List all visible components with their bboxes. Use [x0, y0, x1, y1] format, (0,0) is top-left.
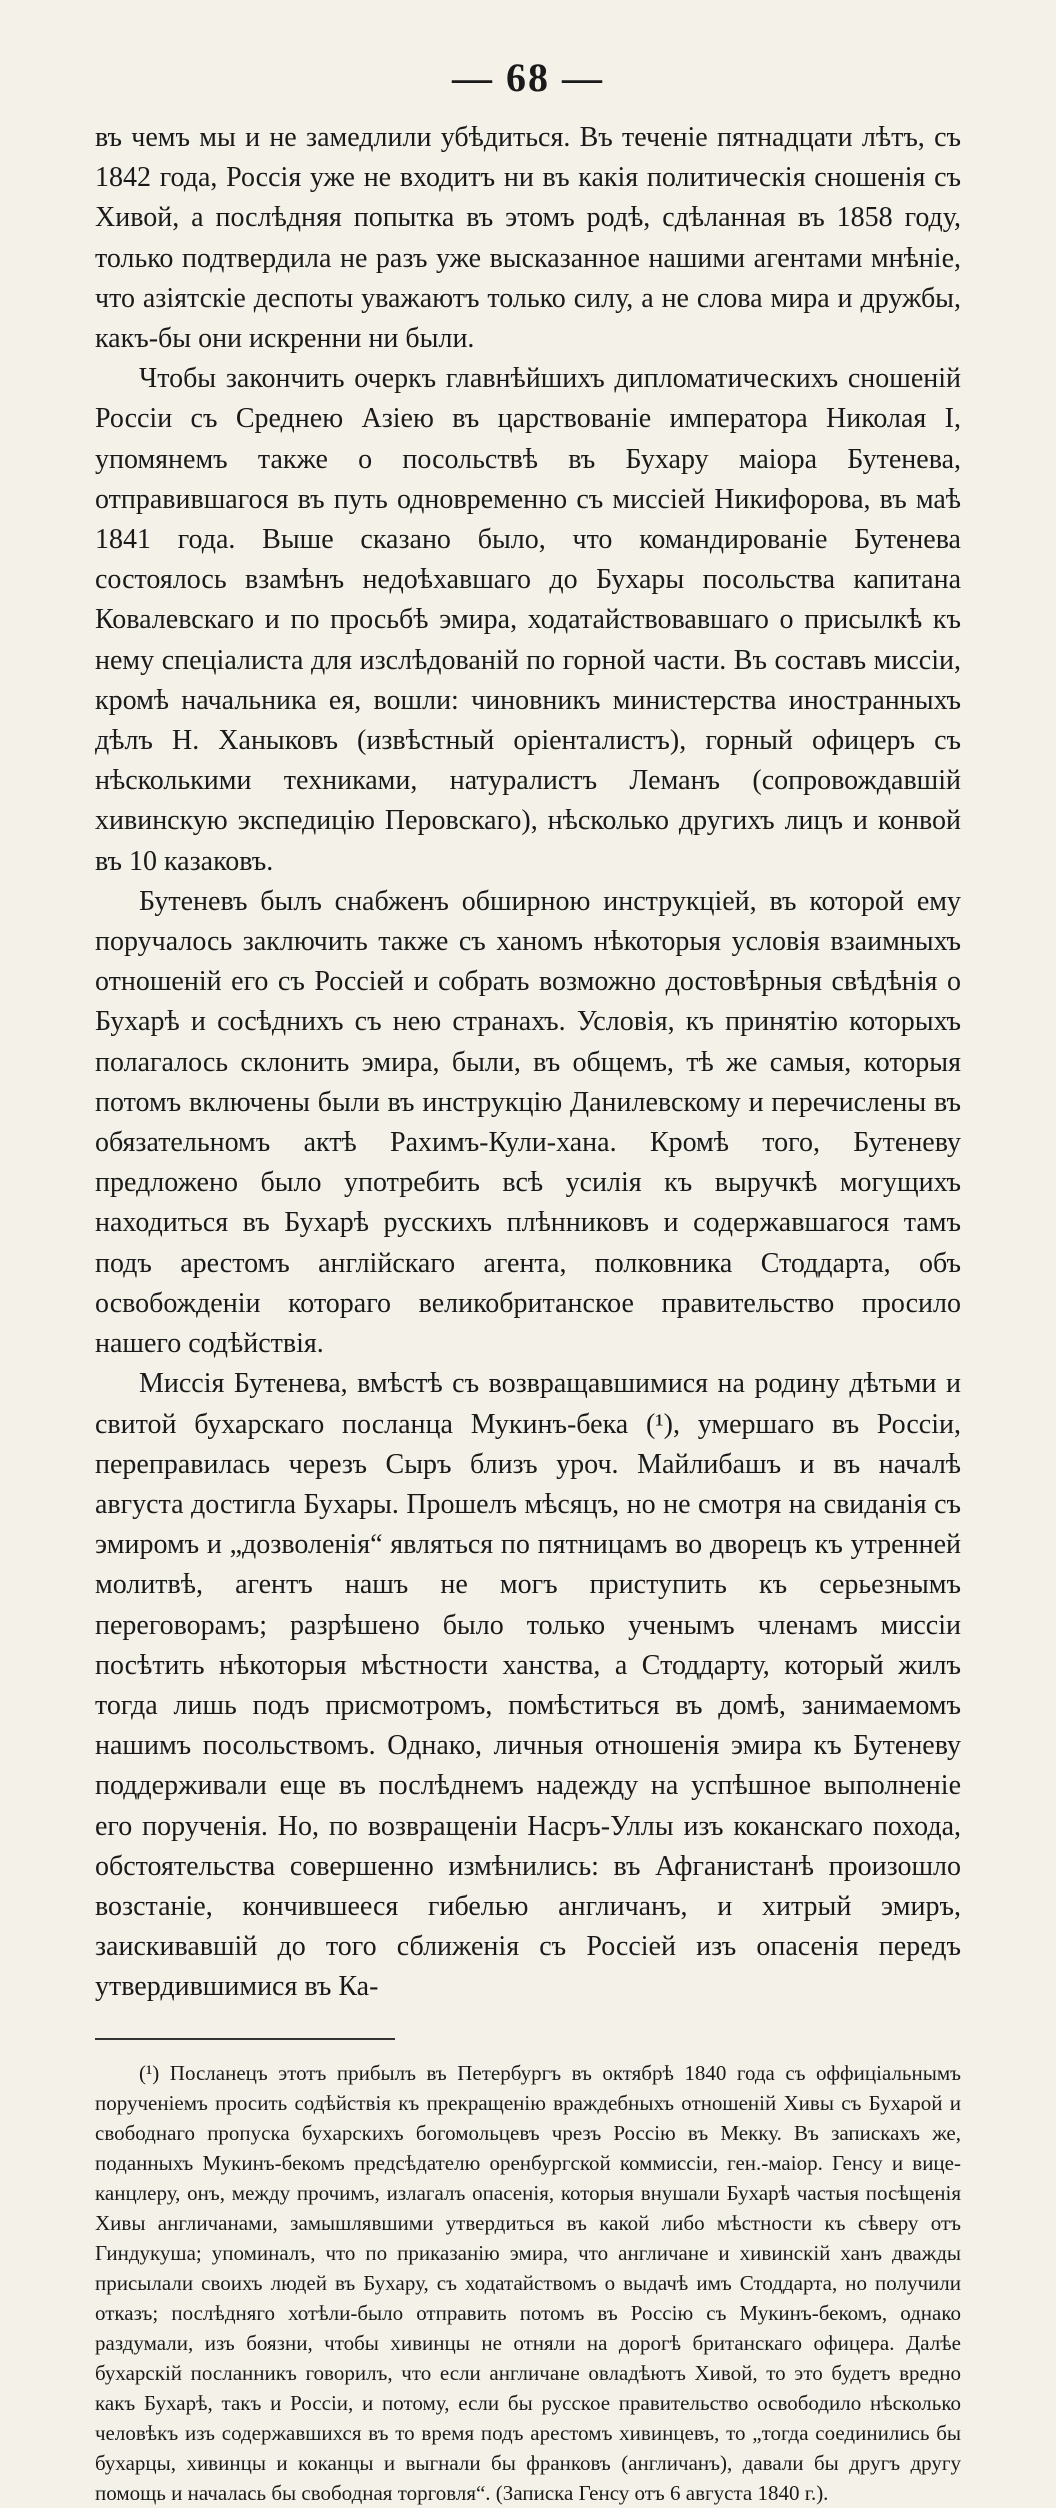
paragraph-2: Чтобы закончить очеркъ главнѣйшихъ дипломатическихъ сношеній Россіи съ Среднею Азіею въ царствованіе императора Николая I, упомянемъ также о посольствѣ въ Бухару маіора Бутенева, отправившагося въ путь одновременно съ миссіей Никифорова, въ маѣ 1841 года. Выше сказано было, что командированіе Бутенева состоялось взамѣнъ недоѣхавшаго до Бухары посольства капитана Ковалевскаго и по просьбѣ эмира, ходатайствовавшаго о присылкѣ къ нему спеціалиста для изслѣдованій по горной части. Въ составъ миссіи, кромѣ начальника ея, вошли: чиновникъ министерства иностранныхъ дѣлъ Н. Ханыковъ (извѣстный оріенталистъ), горный офицеръ съ нѣсколькими техниками, натуралистъ Леманъ (сопровождавшій хивинскую экспедицію Перовскаго), нѣсколько другихъ лицъ и конвой въ 10 казаковъ. [95, 363, 961, 877]
page-number: — 68 — [452, 55, 604, 100]
paragraph-4: Миссія Бутенева, вмѣстѣ съ возвращавшимися на родину дѣтьми и свитой бухарскаго посланца Мукинъ-бека (¹), умершаго въ Россіи, переправилась черезъ Сыръ близъ уроч. Майлибашъ и въ началѣ августа достигла Бухары. Прошелъ мѣсяцъ, но не смотря на свиданія съ эмиромъ и „дозволенія“ являться по пятницамъ во дворецъ къ утренней молитвѣ, агентъ нашъ не могъ приступить къ серьезнымъ переговорамъ; разрѣшено было только ученымъ членамъ миссіи посѣтить нѣкоторыя мѣстности ханства, а Стоддарту, который жилъ тогда лишь подъ присмотромъ, помѣститься въ домѣ, занимаемомъ нашимъ посольствомъ. Однако, личныя отношенія эмира къ Бутеневу поддерживали еще въ послѣднемъ надежду на успѣшное выполненіе его порученія. Но, по возвращеніи Насръ-Уллы изъ коканскаго похода, обстоятельства совершенно измѣнились: въ Афганистанѣ произошло возстаніе, кончившееся гибелью англичанъ, и хитрый эмиръ, заискивавшій до того сближенія съ Россіей изъ опасенія передъ утвердившимися въ Ка- [95, 1368, 961, 2003]
main-text [95, 118, 961, 2008]
paragraph-3: Бутеневъ былъ снабженъ обширною инструкціей, въ которой ему поручалось заключить также съ ханомъ нѣкоторыя условія взаимныхъ отношеній его съ Россіей и собрать возможно достовѣрныя свѣдѣнія о Бухарѣ и сосѣднихъ съ нею странахъ. Условія, къ принятію которыхъ полагалось склонить эмира, были, въ общемъ, тѣ же самыя, которыя потомъ включены были въ инструкцію Данилевскому и перечислены въ обязательномъ актѣ Рахимъ-Кули-хана. Кромѣ того, Бутеневу предложено было употребить всѣ усилія къ выручкѣ могущихъ находиться въ Бухарѣ русскихъ плѣнниковъ и содержавшагося тамъ подъ арестомъ англійскаго агента, полковника Стоддарта, объ освобожденіи котораго великобританское правительство просило нашего содѣйствія. [95, 885, 961, 1360]
footnote-divider [95, 2038, 395, 2040]
paragraph-1: въ чемъ мы и не замедлили убѣдиться. Въ теченіе пятнадцати лѣтъ, съ 1842 года, Россія уже не входитъ ни въ какія политическія сношенія съ Хивой, а послѣдняя попытка въ этомъ родѣ, сдѣланная въ 1858 году, только подтвердила не разъ уже высказанное нашими агентами мнѣніе, что азіятскіе деспоты уважаютъ только силу, а не слова мира и дружбы, какъ-бы они искренни ни были. [95, 122, 961, 355]
footnote-1: (¹) Посланецъ этотъ прибылъ въ Петербургъ въ октябрѣ 1840 года съ оффиціальнымъ порученіемъ просить содѣйствія къ прекращенію враждебныхъ отношеній Хивы съ Бухарой и свободнаго пропуска бухарскихъ богомольцевъ чрезъ Россію въ Мекку. Въ запискахъ же, поданныхъ Мукинъ-бекомъ предсѣдателю оренбургской коммиссіи, ген.-маіор. Генсу и вице-канцлеру, онъ, между прочимъ, излагалъ опасенія, которыя внушали Бухарѣ частыя посѣщенія Хивы англичанами, замышлявшими утвердиться въ какой либо мѣстности къ сѣверу отъ Гиндукуша; упоминалъ, что по приказанію эмира, что англичане и хивинскій ханъ дважды присылали своихъ людей въ Бухару, съ ходатайствомъ о выдачѣ имъ Стоддарта, но получили отказъ; послѣдняго хотѣли-было отправить потомъ въ Россію съ Мукинъ-бекомъ, однако раздумали, изъ боязни, чтобы хивинцы не отняли на дорогѣ британскаго офицера. Далѣе бухарскій посланникъ говорилъ, что если англичане овладѣютъ Хивой, то это будетъ вредно какъ Бухарѣ, такъ и Россіи, и потому, если бы русское правительство освободило нѣсколько человѣкъ изъ содержавшихся въ то время подъ арестомъ хивинцевъ, то „тогда соединились бы бухарцы, хивинцы и коканцы и выгнали бы франковъ (англичанъ), давали бы другъ другу помощь и началась бы свободная торговля“. (Записка Генсу отъ 6 августа 1840 г.). [95, 2060, 961, 2505]
